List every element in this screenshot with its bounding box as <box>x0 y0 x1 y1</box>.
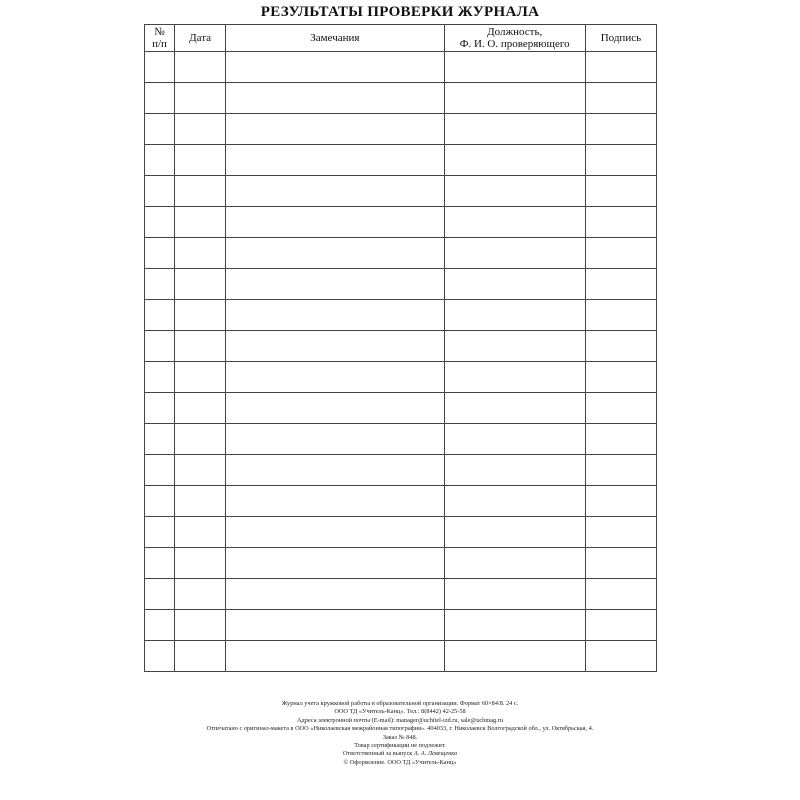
cell-number <box>145 610 175 641</box>
header-number-line1: № <box>154 26 165 38</box>
cell-signature <box>585 362 656 393</box>
cell-number <box>145 145 175 176</box>
cell-number <box>145 331 175 362</box>
imprint-line: ООО ТД «Учитель-Канц». Тел.: 8(8442) 42-25-58 <box>334 708 466 716</box>
table-row <box>145 641 657 672</box>
cell-signature <box>585 610 656 641</box>
cell-inspector <box>444 83 585 114</box>
table-row <box>145 114 657 145</box>
imprint-line: Журнал учета кружковой работы в образовательной организации. Формат 60×84/8. 24 с. <box>281 700 519 707</box>
imprint-line: © Оформление. ООО ТД «Учитель-Канц» <box>343 758 457 766</box>
cell-signature <box>585 52 656 83</box>
cell-inspector <box>444 145 585 176</box>
cell-signature <box>585 331 656 362</box>
cell-date <box>175 207 226 238</box>
cell-inspector <box>444 641 585 672</box>
cell-remarks <box>226 114 444 145</box>
table-row <box>145 52 657 83</box>
cell-remarks <box>226 610 444 641</box>
header-signature: Подпись <box>585 25 656 52</box>
cell-remarks <box>226 331 444 362</box>
cell-number <box>145 207 175 238</box>
cell-number <box>145 300 175 331</box>
table-row <box>145 393 657 424</box>
cell-remarks <box>226 579 444 610</box>
cell-date <box>175 176 226 207</box>
table-row <box>145 83 657 114</box>
cell-number <box>145 269 175 300</box>
header-number <box>145 25 175 52</box>
publication-imprint <box>0 700 800 767</box>
cell-signature <box>585 548 656 579</box>
cell-signature <box>585 579 656 610</box>
cell-remarks <box>226 517 444 548</box>
cell-inspector <box>444 238 585 269</box>
cell-signature <box>585 300 656 331</box>
cell-number <box>145 517 175 548</box>
cell-number <box>145 641 175 672</box>
cell-inspector <box>444 331 585 362</box>
cell-inspector <box>444 300 585 331</box>
cell-signature <box>585 393 656 424</box>
table-row <box>145 238 657 269</box>
imprint-line: Отпечатано с оригинал-макета в ООО «Николаевская межрайонная типография». 404033, г. Николаевск Волгоградской обл., ул. Октябрьская, 4. <box>206 725 594 733</box>
cell-remarks <box>226 641 444 672</box>
cell-signature <box>585 145 656 176</box>
cell-inspector <box>444 455 585 486</box>
cell-date <box>175 486 226 517</box>
cell-date <box>175 238 226 269</box>
cell-remarks <box>226 207 444 238</box>
cell-number <box>145 114 175 145</box>
table-row <box>145 145 657 176</box>
cell-remarks <box>226 145 444 176</box>
cell-inspector <box>444 548 585 579</box>
cell-date <box>175 393 226 424</box>
header-inspector <box>444 25 585 52</box>
table-row <box>145 486 657 517</box>
cell-inspector <box>444 424 585 455</box>
cell-number <box>145 424 175 455</box>
cell-date <box>175 145 226 176</box>
cell-remarks <box>226 83 444 114</box>
cell-remarks <box>226 269 444 300</box>
cell-signature <box>585 424 656 455</box>
table-row <box>145 362 657 393</box>
cell-date <box>175 424 226 455</box>
cell-inspector <box>444 114 585 145</box>
cell-inspector <box>444 517 585 548</box>
cell-inspector <box>444 393 585 424</box>
cell-signature <box>585 269 656 300</box>
cell-signature <box>585 83 656 114</box>
cell-remarks <box>226 486 444 517</box>
cell-number <box>145 579 175 610</box>
imprint-line: Заказ № 848. <box>382 733 418 741</box>
cell-date <box>175 300 226 331</box>
cell-signature <box>585 114 656 145</box>
cell-date <box>175 362 226 393</box>
cell-signature <box>585 517 656 548</box>
cell-number <box>145 176 175 207</box>
cell-date <box>175 548 226 579</box>
imprint-line <box>0 750 800 758</box>
cell-number <box>145 486 175 517</box>
cell-date <box>175 455 226 486</box>
cell-inspector <box>444 52 585 83</box>
cell-signature <box>585 238 656 269</box>
table-row <box>145 331 657 362</box>
responsible-name: А. А. Левещенко <box>413 750 458 758</box>
cell-number <box>145 393 175 424</box>
table-header-row <box>145 25 657 52</box>
cell-remarks <box>226 52 444 83</box>
cell-signature <box>585 207 656 238</box>
cell-date <box>175 517 226 548</box>
header-number-line2: п/п <box>152 38 167 50</box>
cell-signature <box>585 486 656 517</box>
imprint-line: Товар сертификации не подлежит. <box>354 742 446 750</box>
table-row <box>145 579 657 610</box>
cell-signature <box>585 455 656 486</box>
responsible-label: Ответственный за выпуск <box>342 750 413 758</box>
table-row <box>145 300 657 331</box>
page-title: РЕЗУЛЬТАТЫ ПРОВЕРКИ ЖУРНАЛА <box>260 4 540 20</box>
cell-remarks <box>226 300 444 331</box>
cell-inspector <box>444 486 585 517</box>
cell-remarks <box>226 455 444 486</box>
cell-remarks <box>226 176 444 207</box>
cell-remarks <box>226 362 444 393</box>
cell-date <box>175 269 226 300</box>
table-row <box>145 548 657 579</box>
header-date: Дата <box>175 25 226 52</box>
cell-number <box>145 548 175 579</box>
table-row <box>145 207 657 238</box>
cell-inspector <box>444 610 585 641</box>
header-inspector-line2: Ф. И. О. проверяющего <box>459 38 570 50</box>
table-row <box>145 610 657 641</box>
table-row <box>145 269 657 300</box>
imprint-line: Адреса электронной почты (E-mail): manager@uchitel-izd.ru, sale@uchmag.ru <box>297 716 503 724</box>
inspection-results-table <box>144 24 657 672</box>
cell-number <box>145 362 175 393</box>
header-remarks: Замечания <box>226 25 444 52</box>
cell-inspector <box>444 207 585 238</box>
cell-inspector <box>444 269 585 300</box>
table-row <box>145 455 657 486</box>
cell-inspector <box>444 579 585 610</box>
cell-number <box>145 83 175 114</box>
cell-date <box>175 610 226 641</box>
cell-remarks <box>226 424 444 455</box>
table-row <box>145 176 657 207</box>
cell-inspector <box>444 176 585 207</box>
cell-remarks <box>226 548 444 579</box>
cell-number <box>145 455 175 486</box>
cell-date <box>175 579 226 610</box>
cell-remarks <box>226 238 444 269</box>
cell-remarks <box>226 393 444 424</box>
cell-date <box>175 83 226 114</box>
cell-signature <box>585 176 656 207</box>
cell-number <box>145 52 175 83</box>
cell-date <box>175 52 226 83</box>
table-row <box>145 424 657 455</box>
header-inspector-line1: Должность, <box>487 26 543 38</box>
cell-inspector <box>444 362 585 393</box>
cell-date <box>175 331 226 362</box>
cell-number <box>145 238 175 269</box>
table-body <box>145 52 657 672</box>
cell-signature <box>585 641 656 672</box>
table-row <box>145 517 657 548</box>
cell-date <box>175 114 226 145</box>
cell-date <box>175 641 226 672</box>
